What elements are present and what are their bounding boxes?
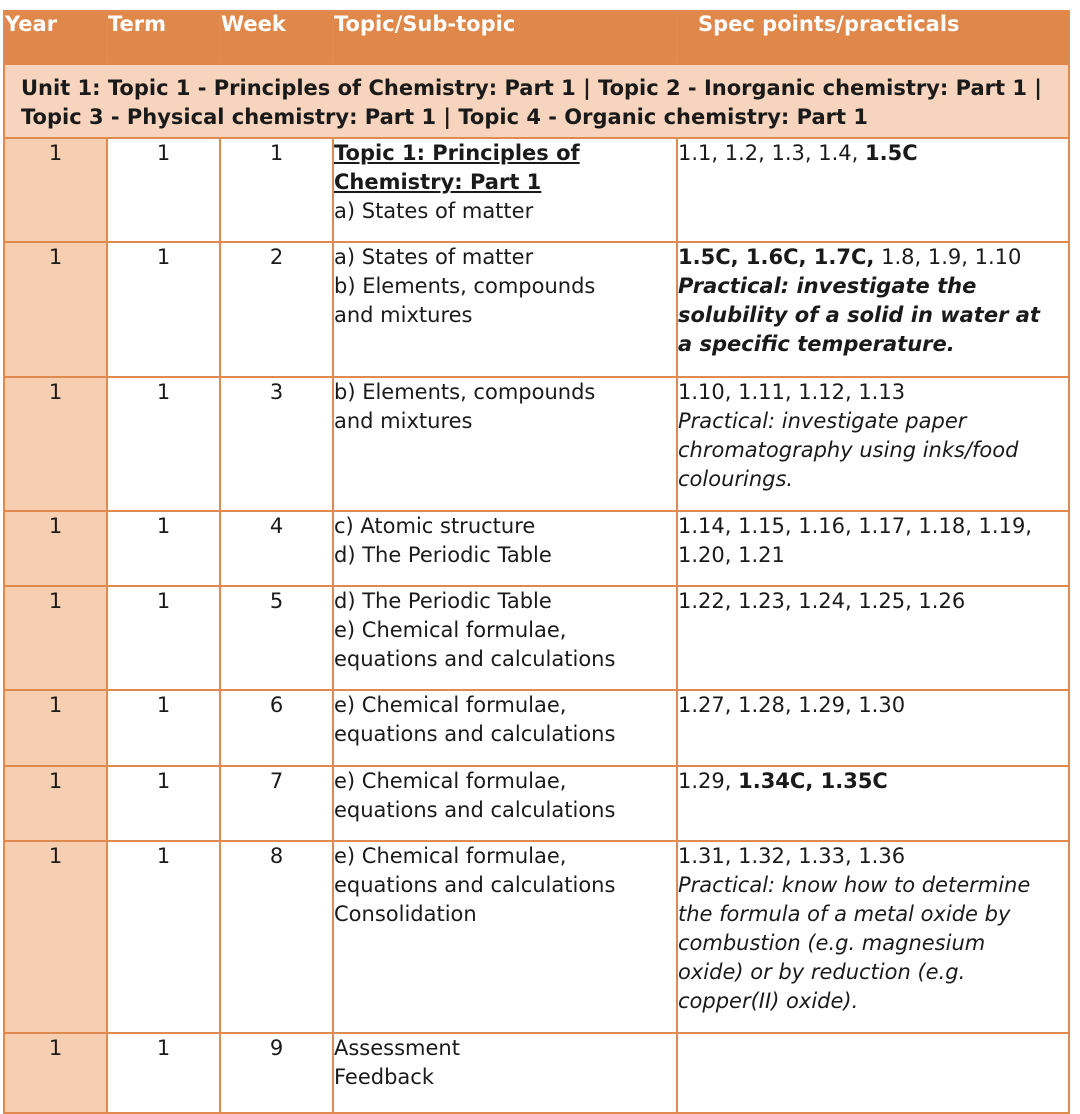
- table-row: [4, 511, 1069, 586]
- term-cell: 1: [107, 1033, 220, 1113]
- topic-line: Feedback: [334, 1065, 435, 1089]
- practical-line: a specific temperature.: [678, 332, 955, 356]
- spec-points-bold: 1.34C, 1.35C: [738, 769, 888, 793]
- topic-line: a) States of matter: [334, 245, 534, 269]
- table-row: [4, 841, 1069, 1033]
- topic-line: a) States of matter: [334, 199, 534, 223]
- table-row: [4, 766, 1069, 841]
- week-cell: 4: [220, 511, 333, 586]
- practical-line: oxide) or by reduction (e.g.: [678, 960, 966, 984]
- topic-cell: [333, 766, 677, 841]
- topic-line: Assessment: [334, 1036, 460, 1060]
- spec-cell: [677, 511, 1069, 586]
- spec-cell: [677, 841, 1069, 1033]
- spec-cell: [677, 766, 1069, 841]
- spec-cell: [677, 586, 1069, 690]
- week-cell: 6: [220, 690, 333, 766]
- header-topic: Topic/Sub-topic: [333, 11, 677, 64]
- spec-points-bold: 1.5C, 1.6C, 1.7C,: [678, 245, 875, 269]
- spec-points: 1.22, 1.23, 1.24, 1.25, 1.26: [678, 589, 966, 613]
- term-cell: 1: [107, 377, 220, 511]
- topic-line: equations and calculations: [334, 722, 616, 746]
- practical-line: the formula of a metal oxide by: [678, 902, 1011, 926]
- practical-line: Practical: know how to determine: [678, 873, 1031, 897]
- table-row: [4, 690, 1069, 766]
- topic-cell: [333, 138, 677, 242]
- unit-title-line-2: Topic 3 - Physical chemistry: Part 1 | Topic 4 - Organic chemistry: Part 1: [21, 105, 868, 129]
- practical-line: chromatography using inks/food: [678, 438, 1019, 462]
- spec-points: 1.8, 1.9, 1.10: [874, 245, 1022, 269]
- practical-line: Practical: investigate the: [678, 274, 977, 298]
- topic-line: and mixtures: [334, 303, 473, 327]
- year-cell: 1: [4, 586, 107, 690]
- topic-line: e) Chemical formulae,: [334, 693, 567, 717]
- spec-points: 1.14, 1.15, 1.16, 1.17, 1.18, 1.19,: [678, 514, 1032, 538]
- unit-row: [4, 64, 1069, 138]
- spec-cell: [677, 242, 1069, 377]
- topic-heading-line-2: Chemistry: Part 1: [334, 170, 542, 194]
- spec-points: 1.29,: [678, 769, 739, 793]
- topic-line: c) Atomic structure: [334, 514, 536, 538]
- topic-cell: [333, 242, 677, 377]
- term-cell: 1: [107, 138, 220, 242]
- table-row: [4, 242, 1069, 377]
- table-row: [4, 586, 1069, 690]
- practical-line: solubility of a solid in water at: [678, 303, 1040, 327]
- topic-line: and mixtures: [334, 409, 473, 433]
- spec-cell: [677, 377, 1069, 511]
- topic-cell: [333, 690, 677, 766]
- practical-line: Practical: investigate paper: [678, 409, 967, 433]
- week-cell: 1: [220, 138, 333, 242]
- year-cell: 1: [4, 242, 107, 377]
- spec-cell: [677, 1033, 1069, 1113]
- topic-line: b) Elements, compounds: [334, 274, 596, 298]
- term-cell: 1: [107, 841, 220, 1033]
- topic-line: e) Chemical formulae,: [334, 844, 567, 868]
- term-cell: 1: [107, 586, 220, 690]
- topic-line: e) Chemical formulae,: [334, 769, 567, 793]
- spec-points: 1.1, 1.2, 1.3, 1.4,: [678, 141, 865, 165]
- topic-cell: [333, 377, 677, 511]
- year-cell: 1: [4, 766, 107, 841]
- spec-points: 1.20, 1.21: [678, 543, 785, 567]
- topic-heading-line-1: Topic 1: Principles of: [334, 141, 580, 165]
- week-cell: 8: [220, 841, 333, 1033]
- table-row: [4, 138, 1069, 242]
- year-cell: 1: [4, 690, 107, 766]
- term-cell: 1: [107, 766, 220, 841]
- topic-line: equations and calculations: [334, 647, 616, 671]
- header-spec: Spec points/practicals: [677, 11, 1069, 64]
- header-row: [4, 11, 1069, 64]
- topic-line: d) The Periodic Table: [334, 589, 552, 613]
- unit-title-line-1: Unit 1: Topic 1 - Principles of Chemistry: Part 1 | Topic 2 - Inorganic chemistry: Part 1 |: [21, 76, 1042, 100]
- topic-line: equations and calculations: [334, 798, 616, 822]
- topic-line: equations and calculations: [334, 873, 616, 897]
- term-cell: 1: [107, 242, 220, 377]
- unit-title: [4, 64, 1069, 138]
- topic-cell: [333, 586, 677, 690]
- year-cell: 1: [4, 511, 107, 586]
- topic-line: Consolidation: [334, 902, 477, 926]
- topic-cell: [333, 1033, 677, 1113]
- week-cell: 3: [220, 377, 333, 511]
- topic-line: b) Elements, compounds: [334, 380, 596, 404]
- topic-cell: [333, 511, 677, 586]
- practical-line: copper(II) oxide).: [678, 989, 859, 1013]
- header-year: Year: [4, 11, 107, 64]
- year-cell: 1: [4, 841, 107, 1033]
- spec-cell: [677, 138, 1069, 242]
- week-cell: 7: [220, 766, 333, 841]
- topic-cell: [333, 841, 677, 1033]
- header-week: Week: [220, 11, 333, 64]
- year-cell: 1: [4, 377, 107, 511]
- scheme-of-work-table: [3, 10, 1070, 1114]
- table-row: [4, 1033, 1069, 1113]
- spec-points-bold: 1.5C: [865, 141, 918, 165]
- practical-line: combustion (e.g. magnesium: [678, 931, 986, 955]
- spec-points: 1.27, 1.28, 1.29, 1.30: [678, 693, 906, 717]
- week-cell: 2: [220, 242, 333, 377]
- year-cell: 1: [4, 1033, 107, 1113]
- week-cell: 9: [220, 1033, 333, 1113]
- spec-cell: [677, 690, 1069, 766]
- term-cell: 1: [107, 690, 220, 766]
- spec-points: 1.10, 1.11, 1.12, 1.13: [678, 380, 906, 404]
- year-cell: 1: [4, 138, 107, 242]
- table-row: [4, 377, 1069, 511]
- week-cell: 5: [220, 586, 333, 690]
- topic-line: e) Chemical formulae,: [334, 618, 567, 642]
- header-term: Term: [107, 11, 220, 64]
- term-cell: 1: [107, 511, 220, 586]
- practical-line: colourings.: [678, 467, 794, 491]
- topic-line: d) The Periodic Table: [334, 543, 552, 567]
- spec-points: 1.31, 1.32, 1.33, 1.36: [678, 844, 906, 868]
